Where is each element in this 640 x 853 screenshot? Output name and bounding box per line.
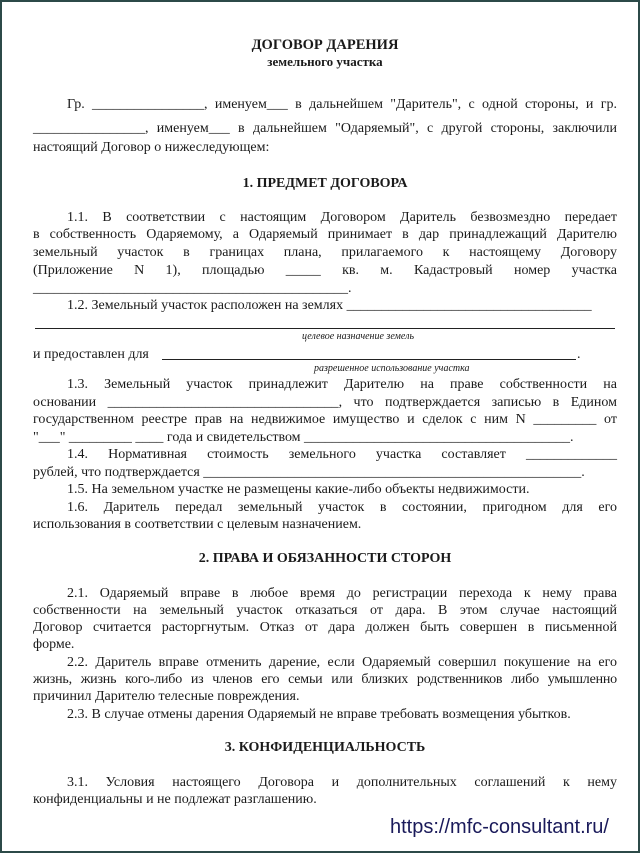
caption-permitted-use: разрешенное использование участка — [314, 363, 470, 374]
section-3-heading: 3. КОНФИДЕНЦИАЛЬНОСТЬ — [224, 740, 426, 755]
period: . — [577, 347, 581, 362]
clause-1-1: 1.1. В соответствии с настоящим Договором Даритель безвозмездно передает — [67, 210, 617, 225]
clause-1-4: 1.4. Нормативная стоимость земельного участка составляет _____________ — [67, 447, 617, 462]
clause-2-1: 2.1. Одаряемый вправе в любое время до регистрации перехода к нему права — [67, 586, 617, 601]
clause-2-1: форме. — [33, 637, 75, 652]
clause-2-3: 2.3. В случае отмены дарения Одаряемый не вправе требовать возмещения убытков. — [67, 707, 571, 722]
clause-3-1: конфиденциальны и не подлежат разглашению. — [33, 792, 317, 807]
clause-1-1: в собственность Одаряемому, а Одаряемый принимает в дар принадлежащий Дарителю — [33, 227, 617, 242]
clause-1-1: _____________________________________________. — [33, 281, 352, 296]
clause-1-5: 1.5. На земельном участке не размещены какие-либо объекты недвижимости. — [67, 482, 530, 497]
intro-line: настоящий Договор о нижеследующем: — [33, 140, 270, 155]
clause-1-6: использования в соответствии с целевым назначением. — [33, 517, 362, 532]
clause-1-1: (Приложение N 1), площадью _____ кв. м. Кадастровый номер участка — [33, 263, 617, 278]
section-2-heading: 2. ПРАВА И ОБЯЗАННОСТИ СТОРОН — [198, 551, 452, 566]
clause-1-3: "___" _________ ____ года и свидетельством ______________________________________. — [33, 430, 574, 445]
clause-1-4: рублей, что подтверждается ______________________________________________________. — [33, 465, 585, 480]
clause-2-2: причинил Дарителю телесные повреждения. — [33, 689, 300, 704]
clause-1-6: 1.6. Даритель передал земельный участок в состоянии, пригодном для его — [67, 500, 617, 515]
clause-2-1: Договор считается расторгнутым. Отказ от дара должен быть совершен в письменной — [33, 620, 617, 635]
clause-2-1: собственности на земельный участок отказаться от дара. В этом случае настоящий — [33, 603, 617, 618]
clause-2-2: жизнь, жизнь кого-либо из членов его семьи или близких родственников либо умышленно — [33, 672, 617, 687]
watermark-url: https://mfc-consultant.ru/ — [390, 816, 609, 838]
clause-1-3: государственном реестре прав на недвижимое имущество и сделок с ним N _________ от — [33, 412, 617, 427]
document-title: ДОГОВОР ДАРЕНИЯ — [251, 37, 399, 53]
clause-1-3: основании _________________________________, что подтверждается записью в Едином — [33, 395, 617, 410]
clause-1-2-provided: и предоставлен для — [33, 347, 149, 362]
clause-2-2: 2.2. Даритель вправе отменить дарение, если Одаряемый совершил покушение на его — [67, 655, 617, 670]
clause-3-1: 3.1. Условия настоящего Договора и дополнительных соглашений к нему — [67, 775, 617, 790]
clause-1-1: земельный участок в границах плана, прилагаемого к настоящему Договору — [33, 245, 617, 260]
caption-land-purpose: целевое назначение земель — [302, 331, 415, 342]
blank-line — [35, 328, 615, 329]
intro-line: ________________, именуем___ в дальнейшем "Одаряемый", с другой стороны, заключили — [33, 121, 617, 136]
document-subtitle: земельного участка — [267, 54, 383, 69]
section-1-heading: 1. ПРЕДМЕТ ДОГОВОРА — [242, 176, 408, 191]
blank-line — [162, 359, 576, 360]
clause-1-3: 1.3. Земельный участок принадлежит Дарителю на праве собственности на — [67, 377, 617, 392]
intro-line: Гр. ________________, именуем___ в дальнейшем "Даритель", с одной стороны, и гр. — [67, 97, 617, 112]
clause-1-2: 1.2. Земельный участок расположен на землях ___________________________________ — [67, 298, 592, 313]
